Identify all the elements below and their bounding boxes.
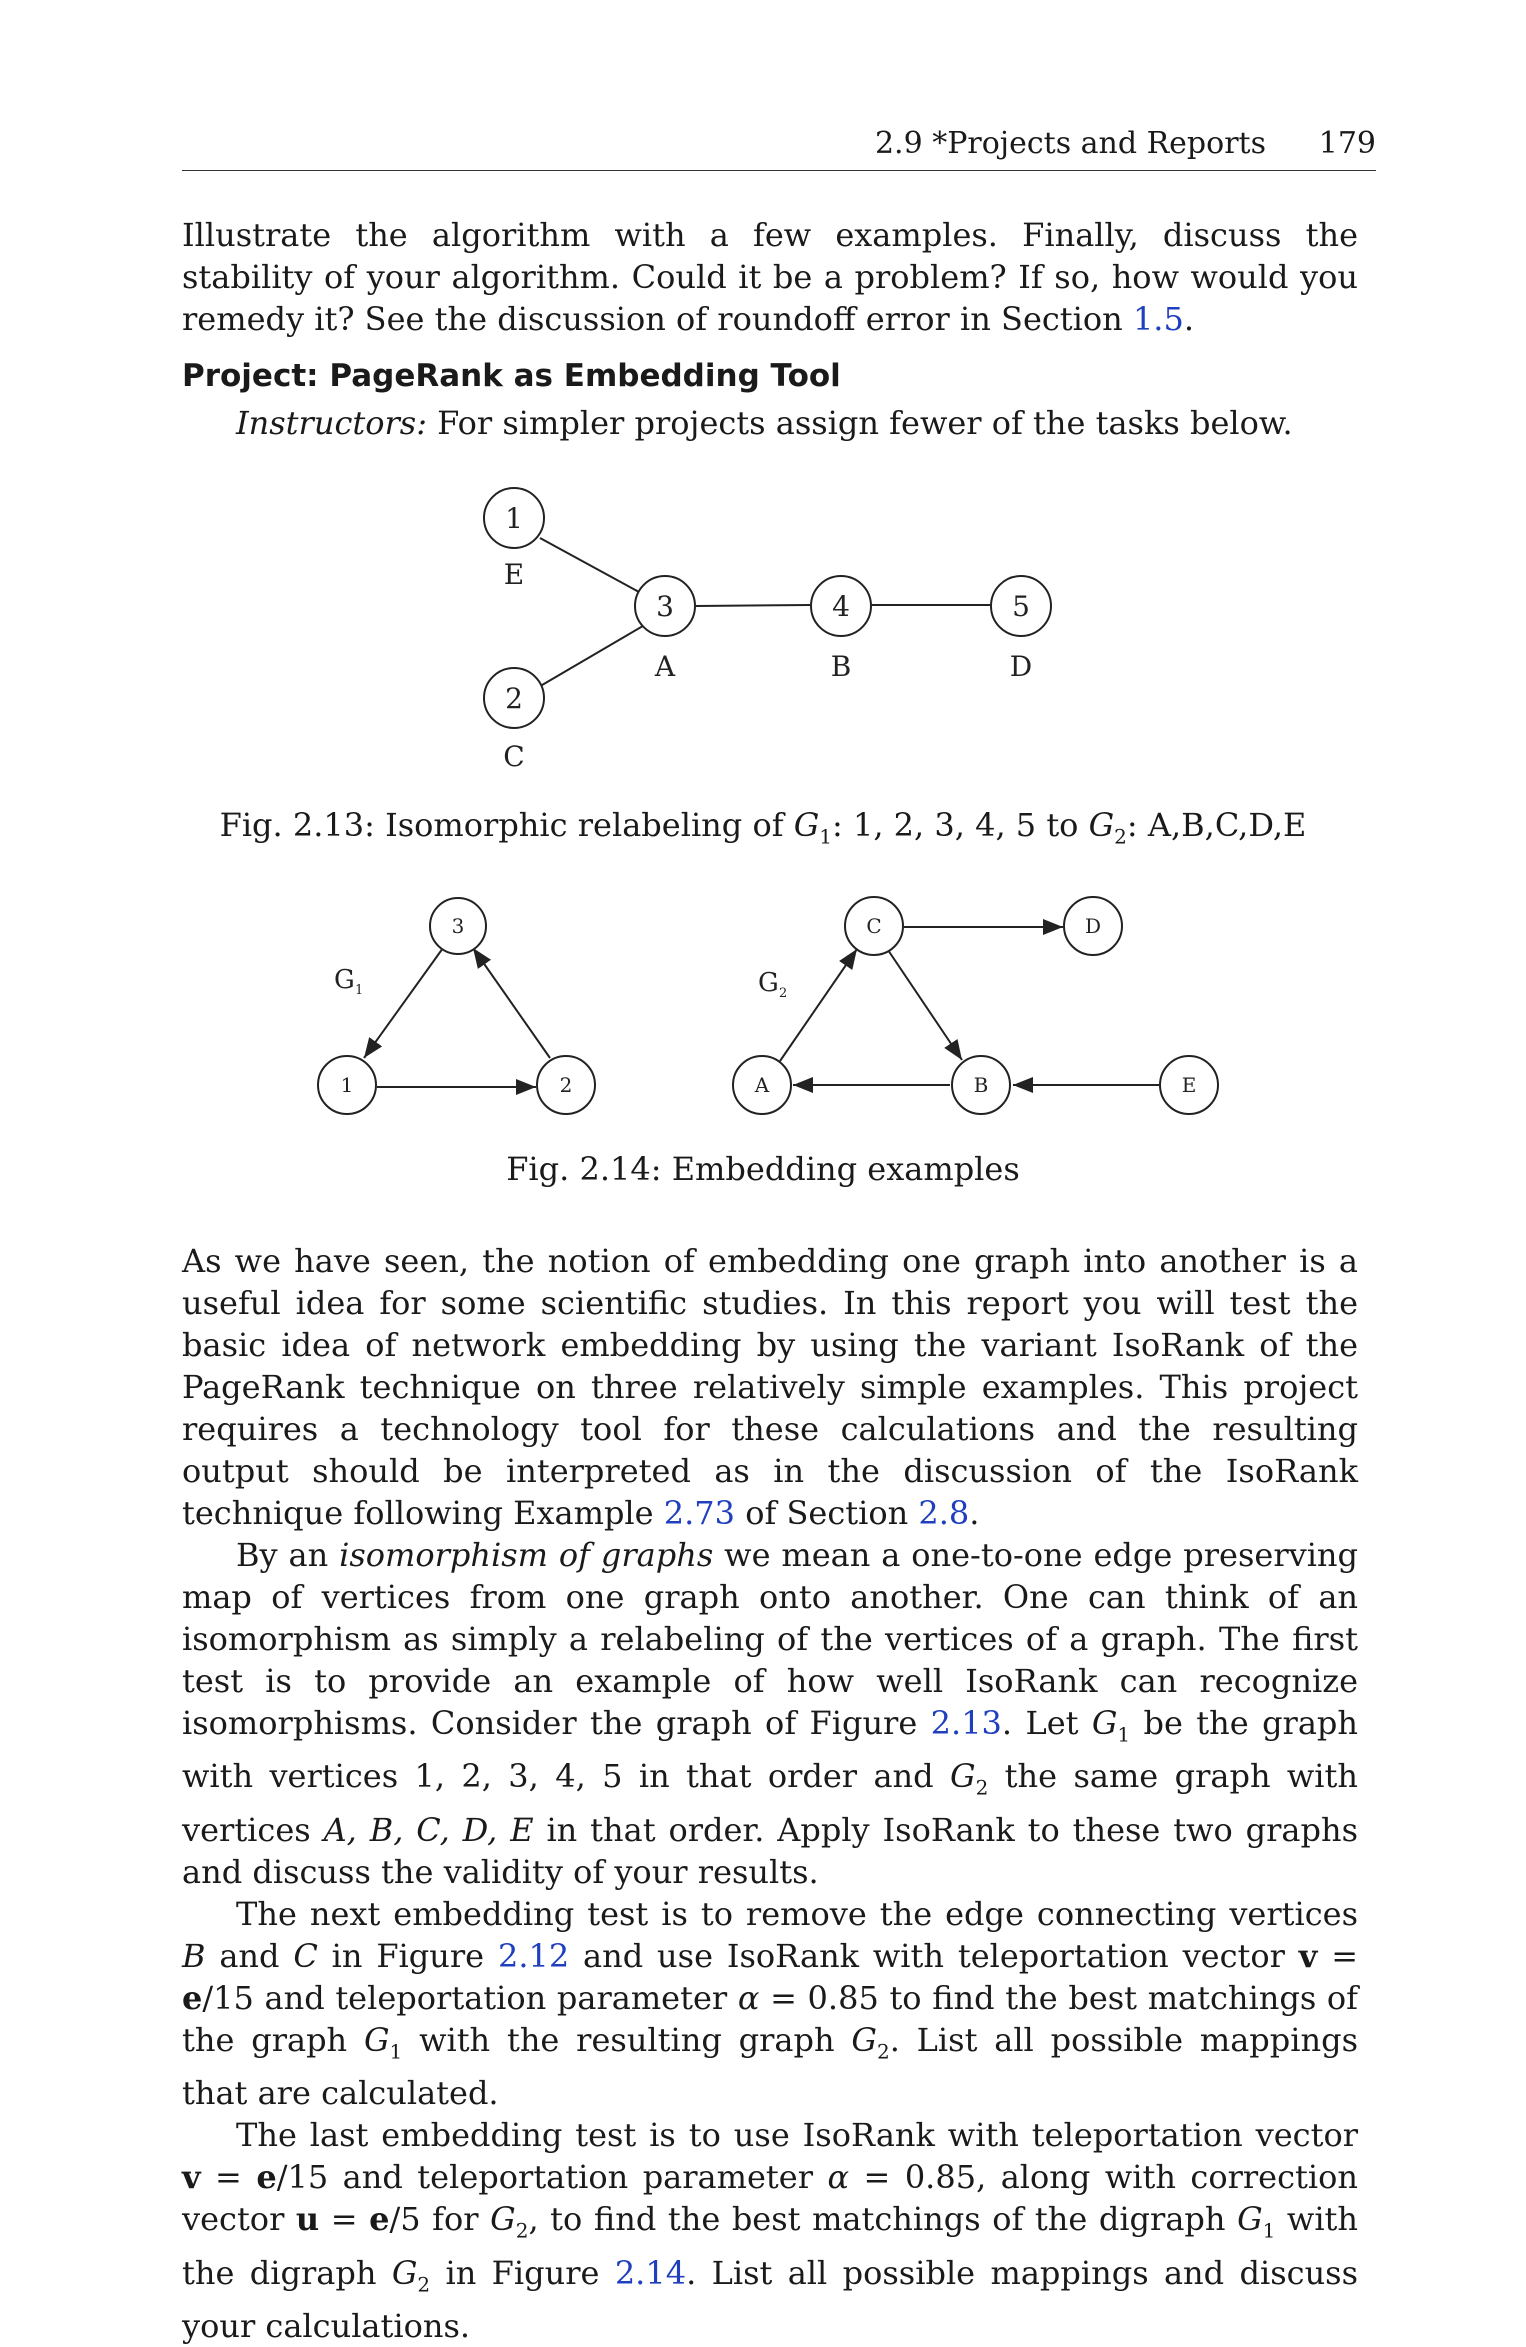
cap213-g1: G: [793, 806, 820, 844]
node-2-relabel: C: [503, 740, 525, 773]
p4-vec-u: u: [295, 2200, 320, 2239]
paragraph-4: [182, 2114, 1358, 2347]
g1-node-1-label: 1: [340, 1073, 354, 1097]
header-section-title: 2.9 *Projects and Reports: [874, 126, 1266, 161]
figure-2-13: [0, 470, 1526, 800]
node-4-relabel: B: [830, 650, 852, 683]
p2-text-a: By an: [236, 1536, 340, 1574]
figure-2-13-caption: [0, 806, 1526, 848]
node-2-label: 2: [505, 682, 523, 715]
node-4-label: 4: [832, 590, 850, 623]
header-page-number: 179: [1318, 126, 1376, 161]
instructors-note: [236, 404, 1293, 442]
p4-text-g: , to find the best matchings of the digraph: [528, 2200, 1238, 2239]
g2-graph-label-sub: 2: [779, 986, 788, 1001]
g2-edge-C-B: [888, 950, 962, 1060]
g1-graph-label: G: [334, 965, 355, 995]
cap213-c: : A,B,C,D,E: [1126, 806, 1307, 844]
cap213-a: Fig. 2.13: Isomorphic relabeling of: [219, 806, 794, 844]
p3-vec-e: e: [182, 1978, 203, 2017]
p4-g2a-sub: 2: [515, 2218, 529, 2243]
g2-node-D-label: D: [1084, 914, 1102, 938]
p3-text-i: with the resulting graph: [402, 2020, 852, 2059]
p3-text-c: and: [205, 1936, 294, 1975]
instructors-label: Instructors:: [236, 404, 427, 442]
body-text: [182, 1240, 1358, 2347]
p4-text-f: /5 for: [389, 2200, 491, 2239]
g1-graph-label-sub: 1: [355, 983, 364, 998]
p4-vec-e2: e: [369, 2200, 390, 2239]
p4-text-h: with the digraph: [182, 2200, 1359, 2292]
cap213-g2-sub: 2: [1114, 824, 1127, 849]
p4-vec-e1: e: [256, 2158, 277, 2197]
p2-g2: G: [950, 1757, 976, 1796]
cap213-g1-sub: 1: [819, 824, 833, 849]
node-3-relabel: A: [654, 650, 676, 683]
p4-text-a: The last embedding test is to use IsoRank with teleportation vector: [236, 2116, 1358, 2155]
p2-emphasis: isomorphism of graphs: [339, 1536, 714, 1574]
p3-vec-v: v: [1298, 1936, 1318, 1975]
node-5-label: 5: [1012, 590, 1030, 623]
intro-paragraph: [182, 214, 1358, 340]
node-3-label: 3: [656, 590, 674, 623]
p1-text-a: As we have seen, the notion of embedding one graph into another is a useful idea for some scientific studies. In this report you will test the basic idea of network embedding by using the variant IsoRank of the PageRank technique on three relatively simple examples. This project requires a technology tool for these calculations and the resulting output should be interpreted as in the discussion of the IsoRank technique following Example: [182, 1242, 1358, 1532]
figure-2-13-link[interactable]: 2.13: [930, 1704, 1002, 1742]
p4-g2b: G: [391, 2253, 418, 2292]
paragraph-2: [182, 1534, 1358, 1893]
g2-node-A-label: A: [754, 1073, 770, 1097]
p3-text-e: and use IsoRank with teleportation vector: [569, 1936, 1299, 1975]
edge-2-3: [537, 623, 648, 688]
node-1-relabel: E: [503, 558, 525, 591]
g2-graph-label: G: [758, 968, 779, 998]
p4-text-b: =: [200, 2158, 257, 2197]
p2-text-e: the same graph with vertices: [182, 1757, 1359, 1849]
instructors-text: For simpler projects assign fewer of the tasks below.: [426, 404, 1293, 442]
g1-edge-3-1: [364, 948, 443, 1058]
g1-node-3-label: 3: [451, 914, 465, 938]
g1-edge-2-3: [473, 948, 550, 1058]
p2-g1-sub: 1: [1117, 1722, 1131, 1747]
p2-text-f: in that order. Apply IsoRank to these two graphs and discuss the validity of your results.: [182, 1810, 1359, 1891]
p4-text-e: =: [319, 2200, 370, 2239]
p3-text-g: /15 and teleportation parameter: [202, 1978, 738, 2017]
running-header: [182, 120, 1376, 171]
p1-text-c: .: [969, 1494, 980, 1532]
p4-text-i: in Figure: [430, 2253, 615, 2292]
p1-text-b: of Section: [735, 1494, 919, 1532]
g2-node-C-label: C: [866, 914, 882, 938]
node-1-label: 1: [505, 502, 523, 535]
p4-vec-v: v: [182, 2158, 201, 2197]
paragraph-1: [182, 1240, 1358, 1534]
p4-text-j: . List all possible mappings and discuss your calculations.: [182, 2253, 1359, 2345]
g2-node-E-label: E: [1181, 1073, 1197, 1097]
p2-text-d: be the graph with vertices 1, 2, 3, 4, 5 in that order and: [182, 1704, 1359, 1796]
g2-node-B-label: B: [973, 1073, 989, 1097]
p3-text-h: = 0.85 to find the best matchings of the graph: [182, 1978, 1359, 2059]
p3-g2-sub: 2: [876, 2039, 890, 2064]
p3-g2: G: [851, 2020, 877, 2059]
p3-text-f: =: [1317, 1936, 1359, 1975]
p4-text-c: /15 and teleportation parameter: [276, 2158, 828, 2197]
cap213-g2: G: [1088, 806, 1115, 844]
p2-text-c: . Let: [1001, 1704, 1092, 1742]
intro-end: .: [1183, 300, 1194, 338]
p4-text-d: = 0.85, along with correction vector: [182, 2158, 1359, 2239]
p4-alpha: α: [827, 2158, 850, 2197]
project-title: Project: PageRank as Embedding Tool: [182, 358, 841, 394]
p3-text-j: . List all possible mappings that are calculated.: [182, 2020, 1359, 2113]
p3-var-c: C: [293, 1936, 318, 1975]
g1-node-2-label: 2: [559, 1073, 573, 1097]
p4-g2a: G: [490, 2200, 516, 2239]
p2-g2-sub: 2: [975, 1775, 989, 1800]
figure-2-12-link[interactable]: 2.12: [497, 1936, 570, 1975]
p4-g2b-sub: 2: [417, 2271, 431, 2296]
node-5-relabel: D: [1009, 650, 1033, 683]
paragraph-3: [182, 1893, 1358, 2114]
section-2-8-link[interactable]: 2.8: [918, 1494, 970, 1532]
example-ref-link[interactable]: 2.73: [663, 1494, 736, 1532]
figure-2-14: [0, 880, 1526, 1130]
intro-text: Illustrate the algorithm with a few examples. Finally, discuss the stability of your algorithm. Could it be a problem? If so, how would you remedy it? See the discussion of roundoff error in Section: [182, 216, 1358, 338]
section-ref-link[interactable]: 1.5: [1132, 300, 1184, 338]
figure-2-14-caption: Fig. 2.14: Embedding examples: [506, 1150, 1020, 1188]
figure-2-14-link[interactable]: 2.14: [614, 2253, 687, 2292]
edge-3-4: [696, 605, 810, 606]
p2-g1: G: [1091, 1704, 1118, 1742]
p2-vertices: A, B, C, D, E: [323, 1810, 534, 1849]
p3-text-d: in Figure: [317, 1936, 498, 1975]
p4-g1: G: [1237, 2200, 1263, 2239]
p4-g1-sub: 1: [1262, 2218, 1276, 2243]
p3-g1: G: [363, 2020, 390, 2059]
g2-edge-A-C: [780, 949, 857, 1061]
p2-text-b: we mean a one-to-one edge preserving map of vertices from one graph onto another. One can think of an isomorphism as simply a relabeling of the vertices of a graph. The first test is to provide an example of how well IsoRank can recognize isomorphisms. Consider the graph of Figure: [182, 1536, 1359, 1742]
p3-alpha: α: [737, 1978, 760, 2017]
p3-text-a: The next embedding test is to remove the edge connecting vertices: [236, 1894, 1358, 1933]
p3-g1-sub: 1: [389, 2039, 403, 2064]
edge-1-3: [540, 538, 650, 598]
p3-var-b: B: [182, 1936, 206, 1975]
cap213-b: : 1, 2, 3, 4, 5 to: [832, 806, 1089, 844]
